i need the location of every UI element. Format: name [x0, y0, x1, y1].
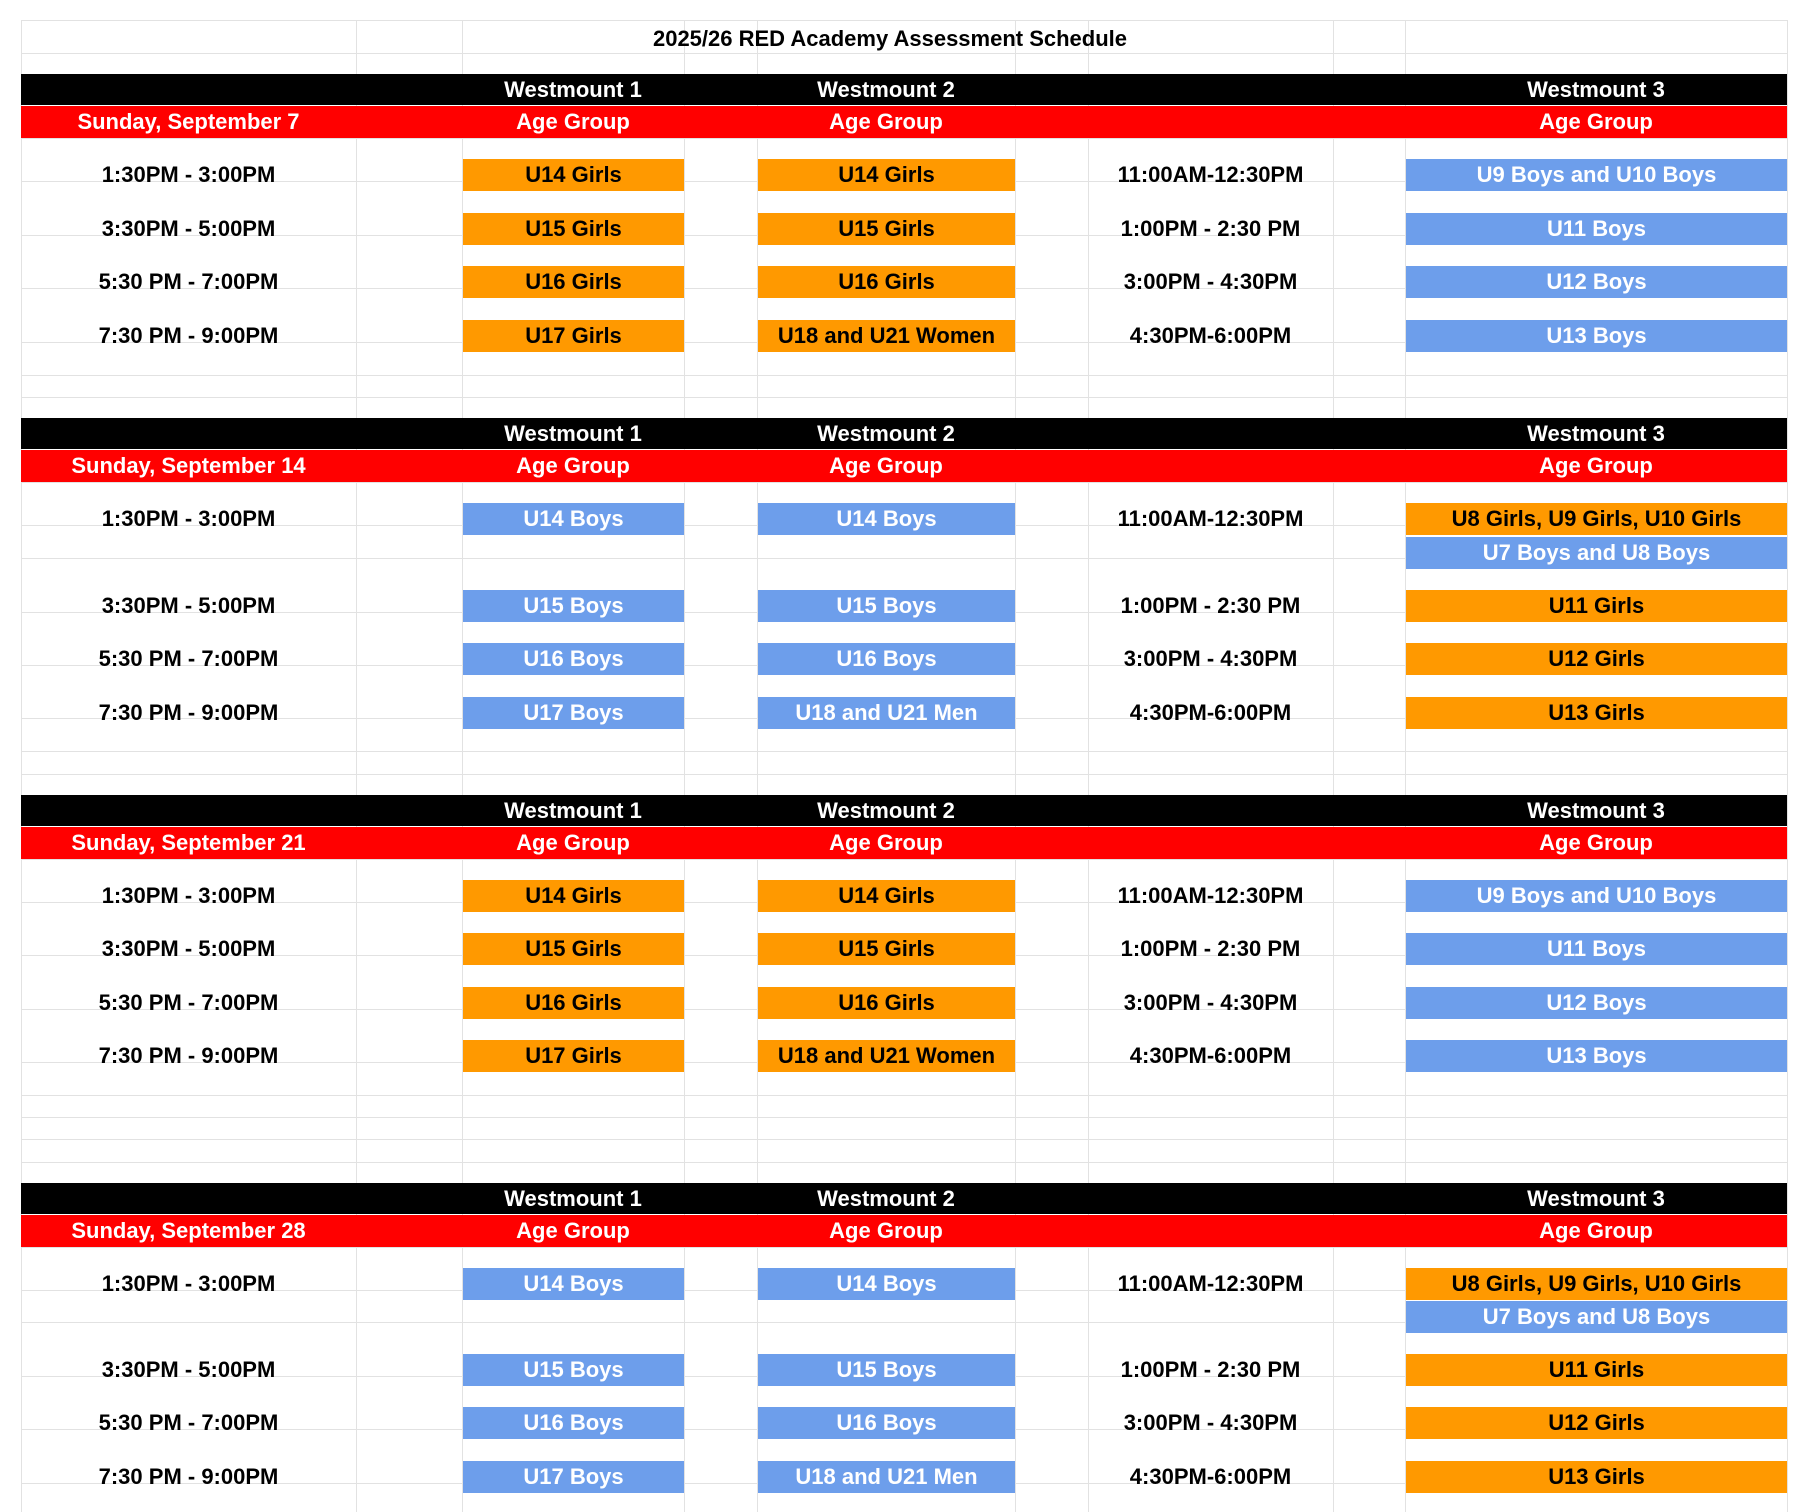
venue-header[interactable]: Westmount 3 — [1527, 1185, 1665, 1211]
time-slot[interactable]: 5:30 PM - 7:00PM — [98, 1410, 279, 1435]
venue-header[interactable]: Westmount 1 — [504, 76, 642, 102]
age-group-cell[interactable]: U16 Boys — [463, 643, 684, 675]
section-date[interactable]: Sunday, September 21 — [71, 830, 306, 855]
age-group-label[interactable]: Age Group — [516, 453, 630, 478]
age-group-cell[interactable]: U15 Girls — [463, 213, 684, 245]
venue-header[interactable]: Westmount 1 — [504, 1185, 642, 1211]
grid-row-line — [21, 774, 1787, 775]
time-slot[interactable]: 5:30 PM - 7:00PM — [98, 646, 279, 671]
age-group-cell[interactable]: U11 Boys — [1406, 933, 1787, 965]
age-group-cell[interactable]: U14 Girls — [463, 880, 684, 912]
age-group-label[interactable]: Age Group — [516, 1218, 630, 1243]
age-group-cell[interactable]: U15 Boys — [758, 590, 1015, 622]
age-group-label[interactable]: Age Group — [829, 1218, 943, 1243]
age-group-cell[interactable]: U14 Boys — [463, 503, 684, 535]
grid-row-line — [21, 397, 1787, 398]
age-group-cell[interactable]: U16 Girls — [463, 266, 684, 298]
age-group-cell[interactable]: U16 Girls — [463, 987, 684, 1019]
age-group-cell[interactable]: U16 Boys — [758, 1407, 1015, 1439]
time-slot[interactable]: 11:00AM-12:30PM — [1117, 506, 1304, 531]
venue-header[interactable]: Westmount 1 — [504, 420, 642, 446]
age-group-cell[interactable]: U18 and U21 Men — [758, 1461, 1015, 1493]
time-slot[interactable]: 5:30 PM - 7:00PM — [98, 269, 279, 294]
venue-header[interactable]: Westmount 1 — [504, 797, 642, 823]
section-date[interactable]: Sunday, September 14 — [71, 453, 306, 478]
age-group-cell[interactable]: U18 and U21 Women — [758, 320, 1015, 352]
time-slot[interactable]: 3:00PM - 4:30PM — [1123, 990, 1298, 1015]
age-group-cell[interactable]: U15 Boys — [463, 590, 684, 622]
age-group-label[interactable]: Age Group — [1539, 109, 1653, 134]
age-group-label[interactable]: Age Group — [516, 109, 630, 134]
age-group-cell[interactable]: U18 and U21 Men — [758, 697, 1015, 729]
grid-row-line — [21, 859, 1787, 860]
age-group-label[interactable]: Age Group — [1539, 1218, 1653, 1243]
age-group-cell[interactable]: U14 Girls — [758, 880, 1015, 912]
grid-column-line — [1333, 20, 1334, 1512]
grid-row-line — [21, 482, 1787, 483]
time-slot[interactable]: 3:30PM - 5:00PM — [101, 593, 276, 618]
age-group-cell[interactable]: U14 Girls — [758, 159, 1015, 191]
age-group-cell[interactable]: U7 Boys and U8 Boys — [1406, 1301, 1787, 1333]
age-group-cell[interactable]: U13 Boys — [1406, 1040, 1787, 1072]
age-group-cell[interactable]: U15 Girls — [758, 933, 1015, 965]
grid-row-line — [21, 751, 1787, 752]
age-group-label[interactable]: Age Group — [1539, 830, 1653, 855]
venue-header[interactable]: Westmount 2 — [817, 420, 955, 446]
time-slot[interactable]: 3:00PM - 4:30PM — [1123, 646, 1298, 671]
section-date[interactable]: Sunday, September 28 — [71, 1218, 306, 1243]
age-group-cell[interactable]: U14 Boys — [463, 1268, 684, 1300]
time-slot[interactable]: 4:30PM-6:00PM — [1129, 1464, 1292, 1489]
time-slot[interactable]: 3:00PM - 4:30PM — [1123, 1410, 1298, 1435]
age-group-cell[interactable]: U14 Boys — [758, 503, 1015, 535]
time-slot[interactable]: 7:30 PM - 9:00PM — [98, 1043, 279, 1068]
grid-column-line — [1015, 20, 1016, 1512]
time-slot[interactable]: 1:30PM - 3:00PM — [101, 1271, 276, 1296]
time-slot[interactable]: 1:00PM - 2:30 PM — [1120, 216, 1301, 241]
time-slot[interactable]: 1:30PM - 3:00PM — [101, 883, 276, 908]
grid-row-line — [21, 1247, 1787, 1248]
age-group-cell[interactable]: U18 and U21 Women — [758, 1040, 1015, 1072]
age-group-cell[interactable]: U17 Girls — [463, 1040, 684, 1072]
age-group-cell[interactable]: U8 Girls, U9 Girls, U10 Girls — [1406, 503, 1787, 535]
time-slot[interactable]: 3:00PM - 4:30PM — [1123, 269, 1298, 294]
grid-row-line — [21, 375, 1787, 376]
time-slot[interactable]: 3:30PM - 5:00PM — [101, 216, 276, 241]
grid-row-line — [21, 1095, 1787, 1096]
time-slot[interactable]: 4:30PM-6:00PM — [1129, 1043, 1292, 1068]
age-group-cell[interactable]: U15 Girls — [758, 213, 1015, 245]
venue-header[interactable]: Westmount 2 — [817, 797, 955, 823]
age-group-cell[interactable]: U15 Girls — [463, 933, 684, 965]
time-slot[interactable]: 1:00PM - 2:30 PM — [1120, 1357, 1301, 1382]
age-group-cell[interactable]: U11 Girls — [1406, 590, 1787, 622]
grid-row-line — [21, 138, 1787, 139]
age-group-cell[interactable]: U7 Boys and U8 Boys — [1406, 537, 1787, 569]
time-slot[interactable]: 3:30PM - 5:00PM — [101, 1357, 276, 1382]
time-slot[interactable]: 7:30 PM - 9:00PM — [98, 1464, 279, 1489]
grid-column-line — [1787, 20, 1788, 1512]
age-group-cell[interactable]: U13 Girls — [1406, 1461, 1787, 1493]
time-slot[interactable]: 5:30 PM - 7:00PM — [98, 990, 279, 1015]
grid-column-line — [356, 20, 357, 1512]
age-group-cell[interactable]: U8 Girls, U9 Girls, U10 Girls — [1406, 1268, 1787, 1300]
age-group-cell[interactable]: U13 Boys — [1406, 320, 1787, 352]
grid-column-line — [684, 20, 685, 1512]
age-group-cell[interactable]: U14 Boys — [758, 1268, 1015, 1300]
grid-row-line — [21, 1162, 1787, 1163]
age-group-cell[interactable]: U11 Girls — [1406, 1354, 1787, 1386]
time-slot[interactable]: 1:00PM - 2:30 PM — [1120, 936, 1301, 961]
age-group-label[interactable]: Age Group — [829, 453, 943, 478]
time-slot[interactable]: 4:30PM-6:00PM — [1129, 323, 1292, 348]
age-group-cell[interactable]: U9 Boys and U10 Boys — [1406, 880, 1787, 912]
age-group-cell[interactable]: U16 Girls — [758, 266, 1015, 298]
time-slot[interactable]: 1:30PM - 3:00PM — [101, 162, 276, 187]
age-group-cell[interactable]: U12 Boys — [1406, 266, 1787, 298]
age-group-cell[interactable]: U12 Girls — [1406, 643, 1787, 675]
time-slot[interactable]: 11:00AM-12:30PM — [1117, 883, 1304, 908]
time-slot[interactable]: 11:00AM-12:30PM — [1117, 162, 1304, 187]
age-group-cell[interactable]: U16 Girls — [758, 987, 1015, 1019]
time-slot[interactable]: 7:30 PM - 9:00PM — [98, 700, 279, 725]
age-group-label[interactable]: Age Group — [829, 830, 943, 855]
age-group-cell[interactable]: U16 Boys — [463, 1407, 684, 1439]
age-group-cell[interactable]: U17 Girls — [463, 320, 684, 352]
time-slot[interactable]: 1:30PM - 3:00PM — [101, 506, 276, 531]
time-slot[interactable]: 11:00AM-12:30PM — [1117, 1271, 1304, 1296]
time-slot[interactable]: 3:30PM - 5:00PM — [101, 936, 276, 961]
age-group-cell[interactable]: U11 Boys — [1406, 213, 1787, 245]
venue-header[interactable]: Westmount 2 — [817, 76, 955, 102]
time-slot[interactable]: 7:30 PM - 9:00PM — [98, 323, 279, 348]
age-group-cell[interactable]: U16 Boys — [758, 643, 1015, 675]
age-group-cell[interactable]: U12 Boys — [1406, 987, 1787, 1019]
age-group-cell[interactable]: U12 Girls — [1406, 1407, 1787, 1439]
age-group-cell[interactable]: U15 Boys — [463, 1354, 684, 1386]
age-group-label[interactable]: Age Group — [829, 109, 943, 134]
age-group-cell[interactable]: U9 Boys and U10 Boys — [1406, 159, 1787, 191]
age-group-cell[interactable]: U17 Boys — [463, 1461, 684, 1493]
age-group-cell[interactable]: U14 Girls — [463, 159, 684, 191]
age-group-label[interactable]: Age Group — [516, 830, 630, 855]
grid-row-line — [21, 1139, 1787, 1140]
age-group-label[interactable]: Age Group — [1539, 453, 1653, 478]
time-slot[interactable]: 1:00PM - 2:30 PM — [1120, 593, 1301, 618]
section-date[interactable]: Sunday, September 7 — [77, 109, 300, 134]
grid-row-line — [21, 20, 1787, 21]
venue-header[interactable]: Westmount 3 — [1527, 76, 1665, 102]
schedule-title[interactable]: 2025/26 RED Academy Assessment Schedule — [652, 26, 1128, 51]
venue-header[interactable]: Westmount 3 — [1527, 797, 1665, 823]
age-group-cell[interactable]: U17 Boys — [463, 697, 684, 729]
grid-row-line — [21, 1117, 1787, 1118]
venue-header[interactable]: Westmount 3 — [1527, 420, 1665, 446]
age-group-cell[interactable]: U13 Girls — [1406, 697, 1787, 729]
age-group-cell[interactable]: U15 Boys — [758, 1354, 1015, 1386]
venue-header[interactable]: Westmount 2 — [817, 1185, 955, 1211]
time-slot[interactable]: 4:30PM-6:00PM — [1129, 700, 1292, 725]
